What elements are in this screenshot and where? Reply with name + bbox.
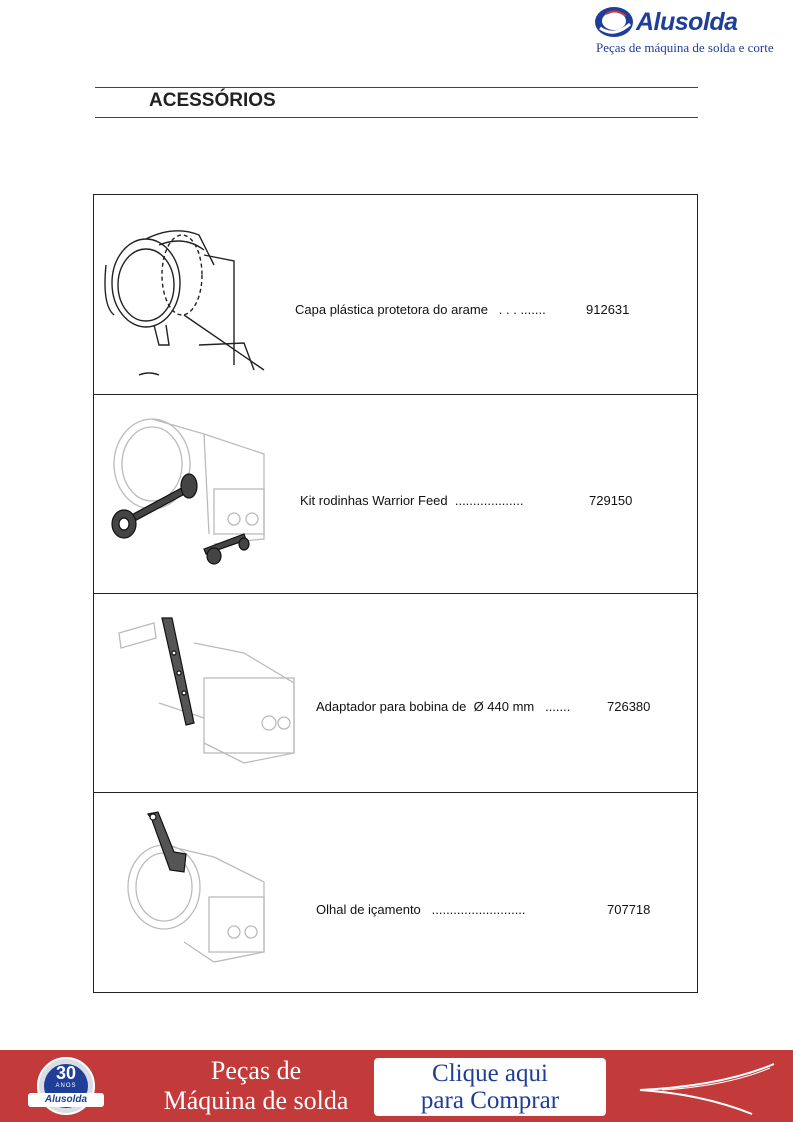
accessory-code: 707718 [607, 902, 651, 917]
accessory-description: Kit rodinhas Warrior Feed ................... [300, 493, 524, 508]
badge-number: 30 [55, 1063, 77, 1083]
accessory-description: Capa plástica protetora do arame . . . ....... [295, 302, 546, 317]
spool-adapter-illustration [94, 593, 324, 792]
page-title: ACESSÓRIOS [149, 90, 276, 111]
arrow-left-icon[interactable] [632, 1056, 782, 1116]
title-rule-top [95, 87, 698, 88]
accessory-description: Olhal de içamento .......................... [316, 902, 526, 917]
promo-line-1: Peças de [210, 1056, 302, 1085]
table-row [94, 394, 697, 594]
accessory-code: 729150 [589, 493, 633, 508]
footer-banner[interactable] [0, 1050, 793, 1122]
accessory-description: Adaptador para bobina de Ø 440 mm ....... [316, 699, 571, 714]
accessories-table [93, 194, 698, 993]
title-rule-bottom [95, 117, 698, 118]
promo-text [136, 1056, 376, 1116]
promo-line-2: Máquina de solda [163, 1086, 349, 1115]
logo-swoosh-icon [592, 4, 638, 44]
cta-line-2: para Comprar [420, 1087, 560, 1114]
alusolda-logo [590, 2, 790, 62]
table-row [94, 195, 697, 395]
badge-subtitle: ANOS [55, 1083, 77, 1089]
anniversary-badge [20, 1055, 112, 1117]
brand-name: Alusolda [636, 8, 738, 36]
table-row [94, 593, 697, 793]
wheel-kit-illustration [94, 394, 294, 593]
wire-cover-illustration [94, 195, 294, 394]
buy-button[interactable] [374, 1058, 606, 1116]
brand-tagline: Peças de máquina de solda e corte [596, 40, 774, 55]
accessory-code: 726380 [607, 699, 651, 714]
accessory-code: 912631 [586, 302, 630, 317]
badge-brand: Alusolda [44, 1094, 88, 1105]
lifting-eye-illustration [94, 792, 294, 991]
table-row [94, 792, 697, 991]
cta-line-1: Clique aqui [432, 1060, 548, 1087]
